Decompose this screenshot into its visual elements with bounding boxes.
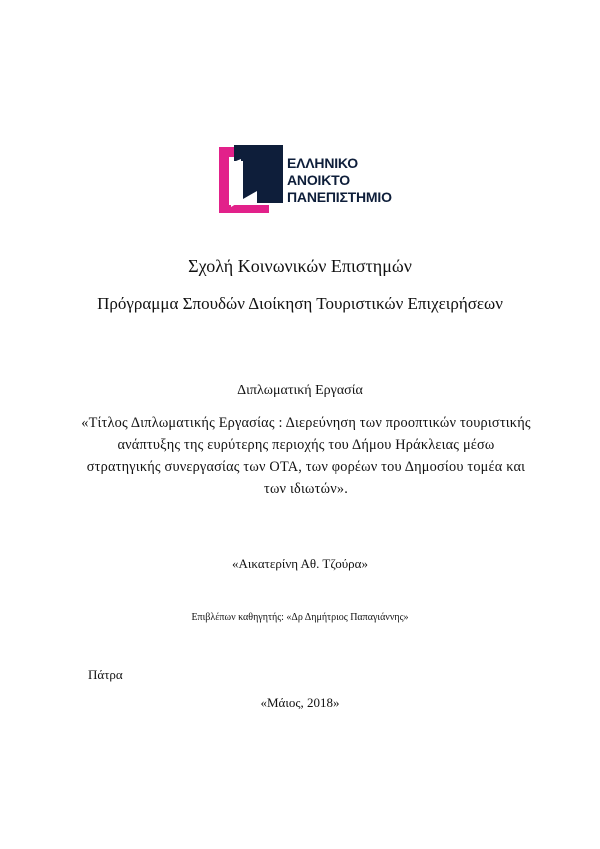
author-name: «Αικατερίνη Αθ. Τζούρα» bbox=[232, 556, 368, 571]
logo-line-2: ΑΝΟΙΚΤΟ bbox=[287, 172, 350, 188]
school-name: Σχολή Κοινωνικών Επιστημών bbox=[188, 256, 412, 276]
supervisor-line: Επιβλέπων καθηγητής: «Δρ Δημήτριος Παπαγιάννης» bbox=[191, 612, 409, 623]
program-name: Πρόγραμμα Σπουδών Διοίκηση Τουριστικών Επιχειρήσεων bbox=[97, 294, 503, 313]
book-emblem-icon bbox=[217, 143, 287, 215]
logo-wordmark bbox=[287, 155, 392, 206]
logo-line-3: ΠΑΝΕΠΙΣΤΗΜΙΟ bbox=[287, 189, 392, 205]
thesis-label: Διπλωματική Εργασία bbox=[237, 383, 363, 398]
logo-line-1: ΕΛΛΗΝΙΚΟ bbox=[287, 155, 358, 171]
city-name: Πάτρα bbox=[88, 667, 123, 682]
university-logo bbox=[217, 143, 407, 215]
submission-date: «Μάιος, 2018» bbox=[260, 695, 340, 710]
thesis-title: «Τίτλος Διπλωματικής Εργασίας : Διερεύνηση των προοπτικών τουριστικής ανάπτυξης της ευρύτερης περιοχής του Δήμου Ηράκλειας μέσω στρατηγικής συνεργασίας των ΟΤΑ, των φορέων του Δημοσίου τομέα και των ιδιωτών». bbox=[81, 415, 531, 497]
